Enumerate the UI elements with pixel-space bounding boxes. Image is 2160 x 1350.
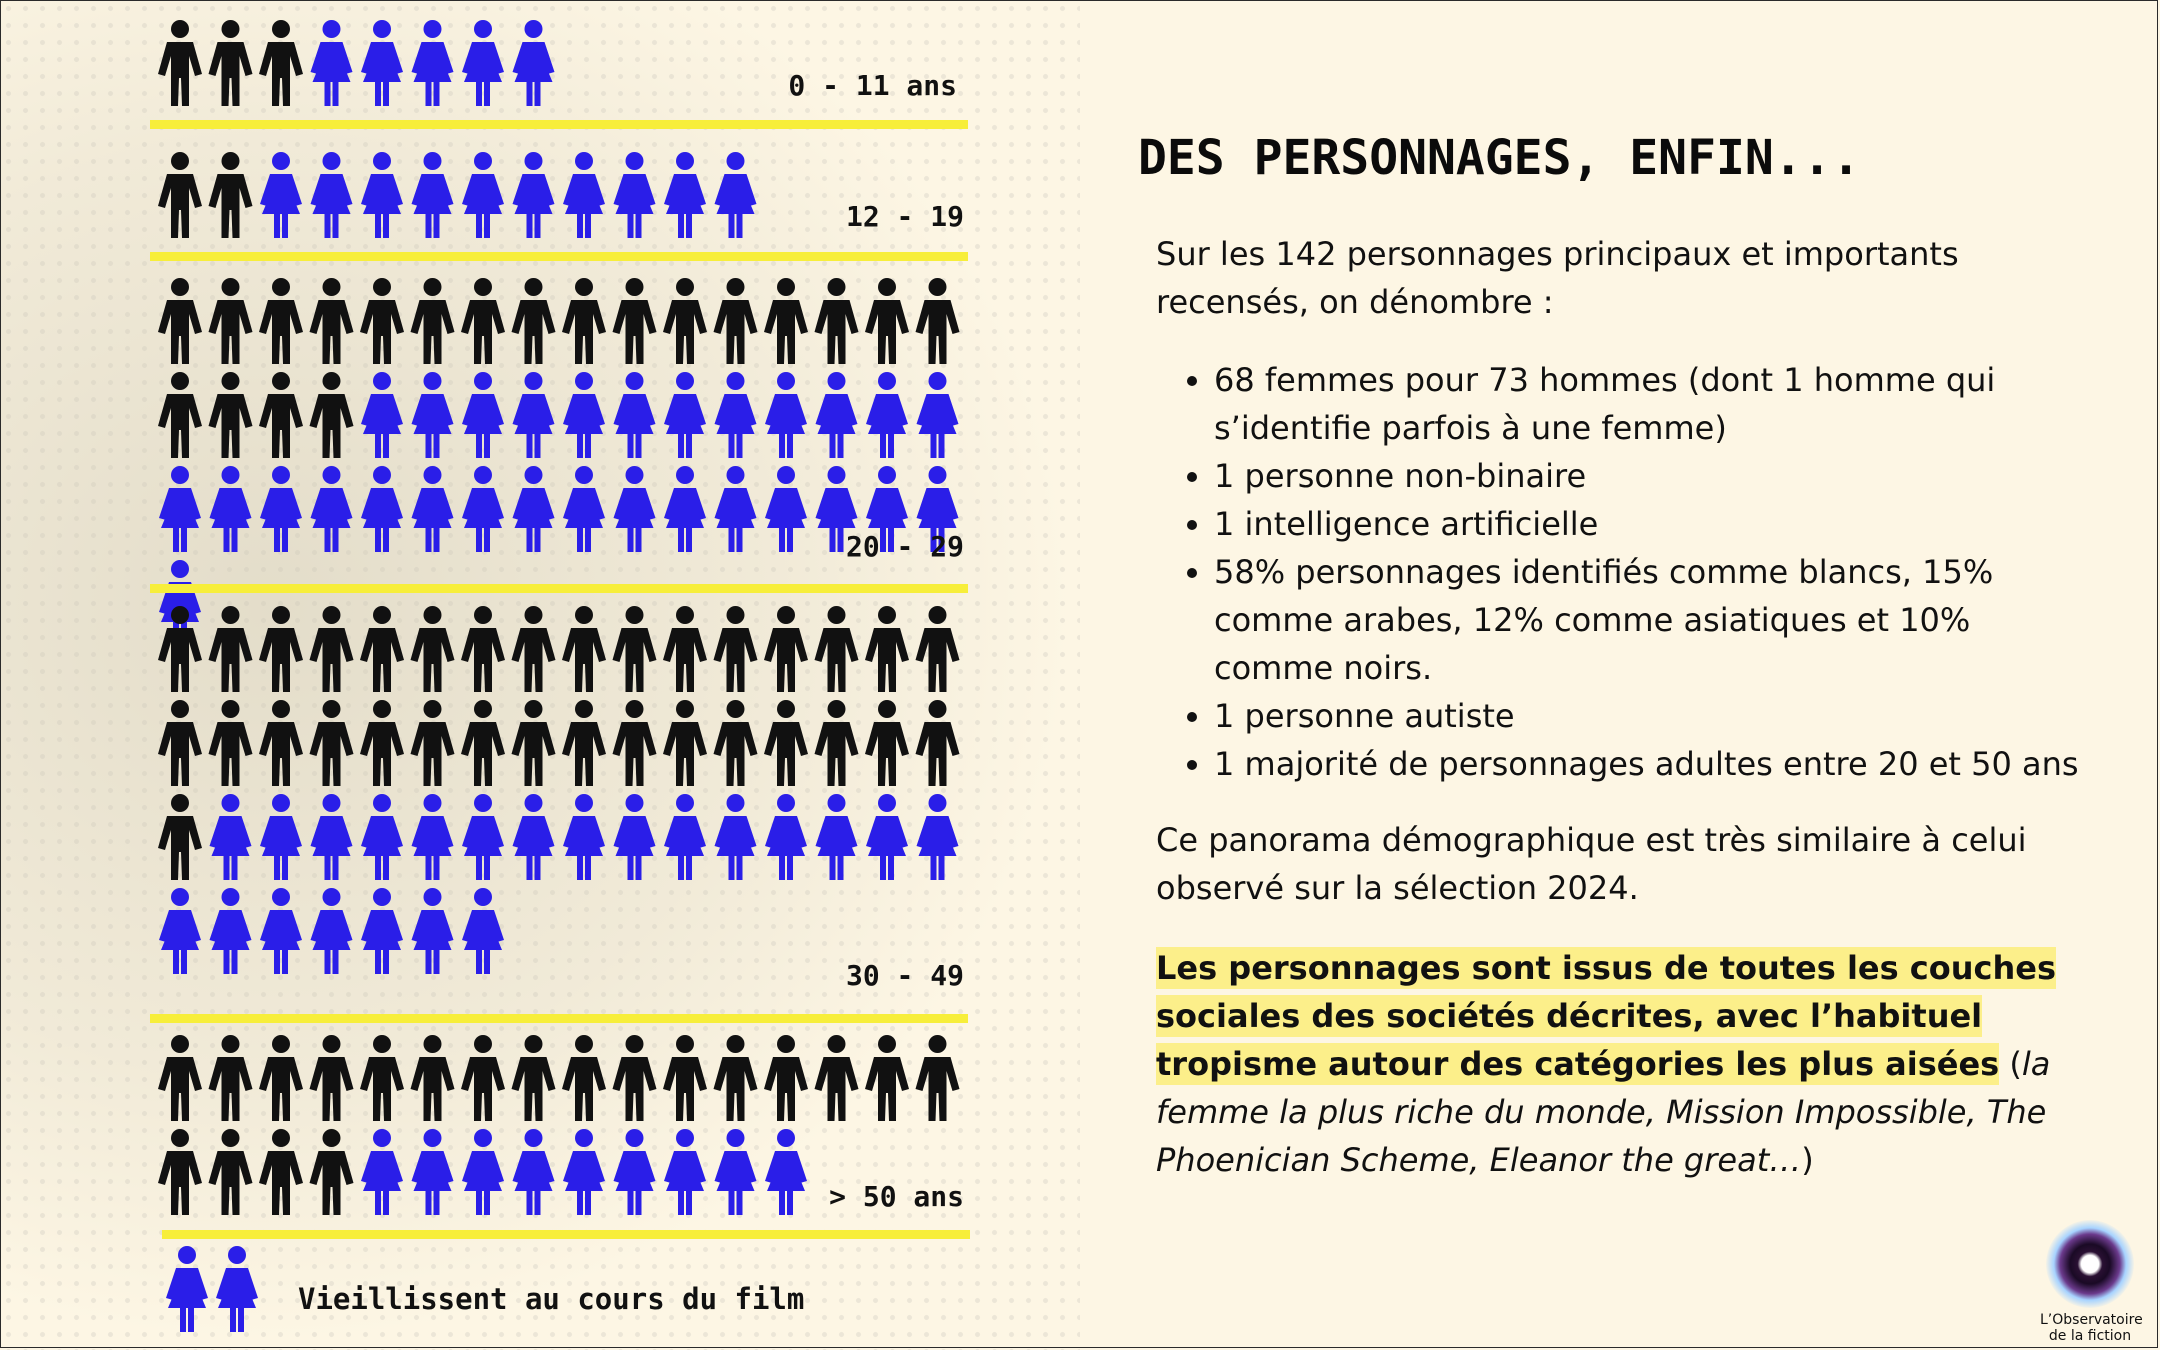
female-figure [260, 152, 302, 238]
male-figure [259, 700, 303, 786]
male-figure [714, 606, 758, 692]
female-figure [462, 152, 504, 238]
intro-paragraph: Sur les 142 personnages principaux et importants recensés, on dénombre : [1156, 235, 1959, 321]
male-figure [158, 700, 202, 786]
male-figure [512, 700, 556, 786]
male-figure [764, 700, 808, 786]
male-figure [916, 278, 960, 364]
female-figure [715, 794, 757, 880]
male-figure [512, 606, 556, 692]
female-figure [563, 794, 605, 880]
female-figure [311, 20, 353, 106]
male-figure [360, 278, 404, 364]
panorama-paragraph: Ce panorama démographique est très similaire à celui observé sur la sélection 2024. [1156, 821, 2027, 907]
male-figure [209, 606, 253, 692]
female-figure [513, 372, 555, 458]
male-figure [815, 278, 859, 364]
male-figure [764, 278, 808, 364]
female-figure [765, 466, 807, 552]
female-figure [462, 1129, 504, 1215]
male-figure [209, 700, 253, 786]
female-figure [866, 794, 908, 880]
article-panel [1138, 130, 2098, 1184]
female-figure [159, 888, 201, 974]
female-figure [462, 794, 504, 880]
female-figure [260, 794, 302, 880]
female-figure [513, 1129, 555, 1215]
female-figure [361, 888, 403, 974]
male-figure [158, 152, 202, 238]
female-figure [614, 794, 656, 880]
male-figure [461, 700, 505, 786]
male-figure [461, 1035, 505, 1121]
male-figure [764, 1035, 808, 1121]
age-group-bar [150, 120, 968, 129]
age-group-bar [150, 584, 968, 593]
male-figure [310, 1035, 354, 1121]
female-figure [563, 372, 605, 458]
male-figure [310, 372, 354, 458]
female-figure [816, 794, 858, 880]
female-figure [866, 372, 908, 458]
female-figure [513, 152, 555, 238]
male-figure [259, 20, 303, 106]
male-figure [158, 20, 202, 106]
male-figure [613, 700, 657, 786]
male-figure [209, 372, 253, 458]
male-figure [259, 1129, 303, 1215]
age-group-label: 12 - 19 [845, 200, 964, 233]
age-group-bar [150, 1014, 968, 1023]
paren-close: ) [1801, 1141, 1814, 1179]
female-figure [412, 152, 454, 238]
female-figure [715, 152, 757, 238]
male-figure [461, 278, 505, 364]
male-figure [764, 606, 808, 692]
female-figure [715, 466, 757, 552]
male-figure [209, 152, 253, 238]
male-figure [411, 1035, 455, 1121]
male-figure [562, 278, 606, 364]
female-figure [361, 466, 403, 552]
male-figure [714, 700, 758, 786]
male-figure [916, 1035, 960, 1121]
male-figure [411, 278, 455, 364]
age-group-label: > 50 ans [829, 1180, 964, 1213]
female-figure [917, 372, 959, 458]
male-figure [815, 700, 859, 786]
male-figure [865, 1035, 909, 1121]
male-figure [865, 606, 909, 692]
male-figure [310, 278, 354, 364]
male-figure [158, 1035, 202, 1121]
male-figure [310, 606, 354, 692]
female-figure [917, 794, 959, 880]
female-figure [513, 466, 555, 552]
list-item: • 1 personne autiste [1214, 692, 2098, 740]
logo-text [2040, 1312, 2143, 1344]
age-group-bar [162, 1230, 970, 1239]
list-item: • 1 intelligence artificielle [1214, 500, 2098, 548]
female-figure [513, 794, 555, 880]
female-figure [614, 1129, 656, 1215]
male-figure [259, 278, 303, 364]
male-figure [259, 606, 303, 692]
male-figure [512, 278, 556, 364]
female-figure [412, 466, 454, 552]
female-figure [614, 152, 656, 238]
male-figure [158, 278, 202, 364]
female-figure [210, 888, 252, 974]
female-figure [715, 1129, 757, 1215]
male-figure [613, 278, 657, 364]
page-title: DES PERSONNAGES, ENFIN... [1138, 130, 1861, 186]
female-figure [260, 888, 302, 974]
female-figure [210, 466, 252, 552]
female-figure [513, 20, 555, 106]
female-figure [260, 466, 302, 552]
female-figure [412, 794, 454, 880]
male-figure [310, 1129, 354, 1215]
male-figure [663, 606, 707, 692]
female-figure [462, 372, 504, 458]
aging-female-figure [216, 1246, 258, 1332]
age-group-label: 0 - 11 ans [788, 69, 957, 102]
female-figure [412, 20, 454, 106]
female-figure [563, 466, 605, 552]
male-figure [158, 1129, 202, 1215]
male-figure [360, 1035, 404, 1121]
male-figure [865, 278, 909, 364]
male-figure [613, 606, 657, 692]
female-figure [563, 152, 605, 238]
male-figure [158, 794, 202, 880]
male-figure [310, 700, 354, 786]
male-figure [916, 606, 960, 692]
stats-list [1156, 356, 2098, 788]
female-figure [311, 794, 353, 880]
male-figure [714, 278, 758, 364]
male-figure [663, 1035, 707, 1121]
male-figure [512, 1035, 556, 1121]
female-figure [412, 1129, 454, 1215]
female-figure [311, 466, 353, 552]
list-item: • 58% personnages identifiés comme blancs, 15% comme arabes, 12% comme asiatiques et 10% comme noirs. [1214, 548, 2098, 692]
male-figure [158, 372, 202, 458]
female-figure [361, 152, 403, 238]
female-figure [361, 1129, 403, 1215]
female-figure [563, 1129, 605, 1215]
male-figure [916, 700, 960, 786]
female-figure [361, 20, 403, 106]
male-figure [613, 1035, 657, 1121]
male-figure [562, 700, 606, 786]
logo-line-2: de la fiction [2048, 1328, 2132, 1344]
highlighted-statement: Les personnages sont issus de toutes les couches sociales des sociétés décrites, avec l’habituel tropisme autour des catégories les plus aisées [1156, 949, 2057, 1083]
female-figure [664, 372, 706, 458]
observatoire-logo [2040, 1220, 2143, 1344]
female-figure [664, 466, 706, 552]
female-figure [462, 888, 504, 974]
male-figure [663, 278, 707, 364]
male-figure [259, 372, 303, 458]
male-figure [562, 1035, 606, 1121]
female-figure [816, 372, 858, 458]
female-figure [462, 20, 504, 106]
female-figure [210, 794, 252, 880]
female-figure [311, 888, 353, 974]
female-figure [311, 152, 353, 238]
female-figure [664, 794, 706, 880]
female-figure [412, 888, 454, 974]
male-figure [865, 700, 909, 786]
female-figure [664, 1129, 706, 1215]
aging-female-figure [166, 1246, 208, 1332]
female-figure [412, 372, 454, 458]
list-item: • 1 personne non-binaire [1214, 452, 2098, 500]
female-figure [361, 794, 403, 880]
male-figure [562, 606, 606, 692]
female-figure [361, 372, 403, 458]
female-figure [159, 466, 201, 552]
logo-line-1: L’Observatoire [2040, 1312, 2143, 1328]
film-examples: la femme la plus riche du monde, Mission Impossible, The Phoenician Scheme, Eleanor the great… [1156, 1045, 2051, 1179]
male-figure [461, 606, 505, 692]
aging-legend-label: Vieillissent au cours du film [298, 1282, 805, 1316]
female-figure [614, 372, 656, 458]
male-figure [209, 278, 253, 364]
male-figure [714, 1035, 758, 1121]
male-figure [411, 606, 455, 692]
female-figure [715, 372, 757, 458]
highlight-paragraph [1156, 944, 2098, 1184]
age-group-label: 30 - 49 [845, 959, 964, 992]
male-figure [209, 1035, 253, 1121]
male-figure [815, 606, 859, 692]
female-figure [765, 372, 807, 458]
age-group-label: 20 - 29 [845, 530, 964, 563]
age-group-bar [150, 252, 968, 261]
male-figure [360, 700, 404, 786]
male-figure [360, 606, 404, 692]
paren-open: ( [1999, 1045, 2022, 1083]
female-figure [614, 466, 656, 552]
male-figure [411, 700, 455, 786]
female-figure [462, 466, 504, 552]
female-figure [765, 794, 807, 880]
male-figure [209, 20, 253, 106]
male-figure [259, 1035, 303, 1121]
male-figure [209, 1129, 253, 1215]
male-figure [815, 1035, 859, 1121]
male-figure [663, 700, 707, 786]
female-figure [664, 152, 706, 238]
female-figure [765, 1129, 807, 1215]
list-item: • 68 femmes pour 73 hommes (dont 1 homme qui s’identifie parfois à une femme) [1214, 356, 2098, 452]
list-item: • 1 majorité de personnages adultes entre 20 et 50 ans [1214, 740, 2098, 788]
logo-mark-icon [2046, 1220, 2134, 1308]
